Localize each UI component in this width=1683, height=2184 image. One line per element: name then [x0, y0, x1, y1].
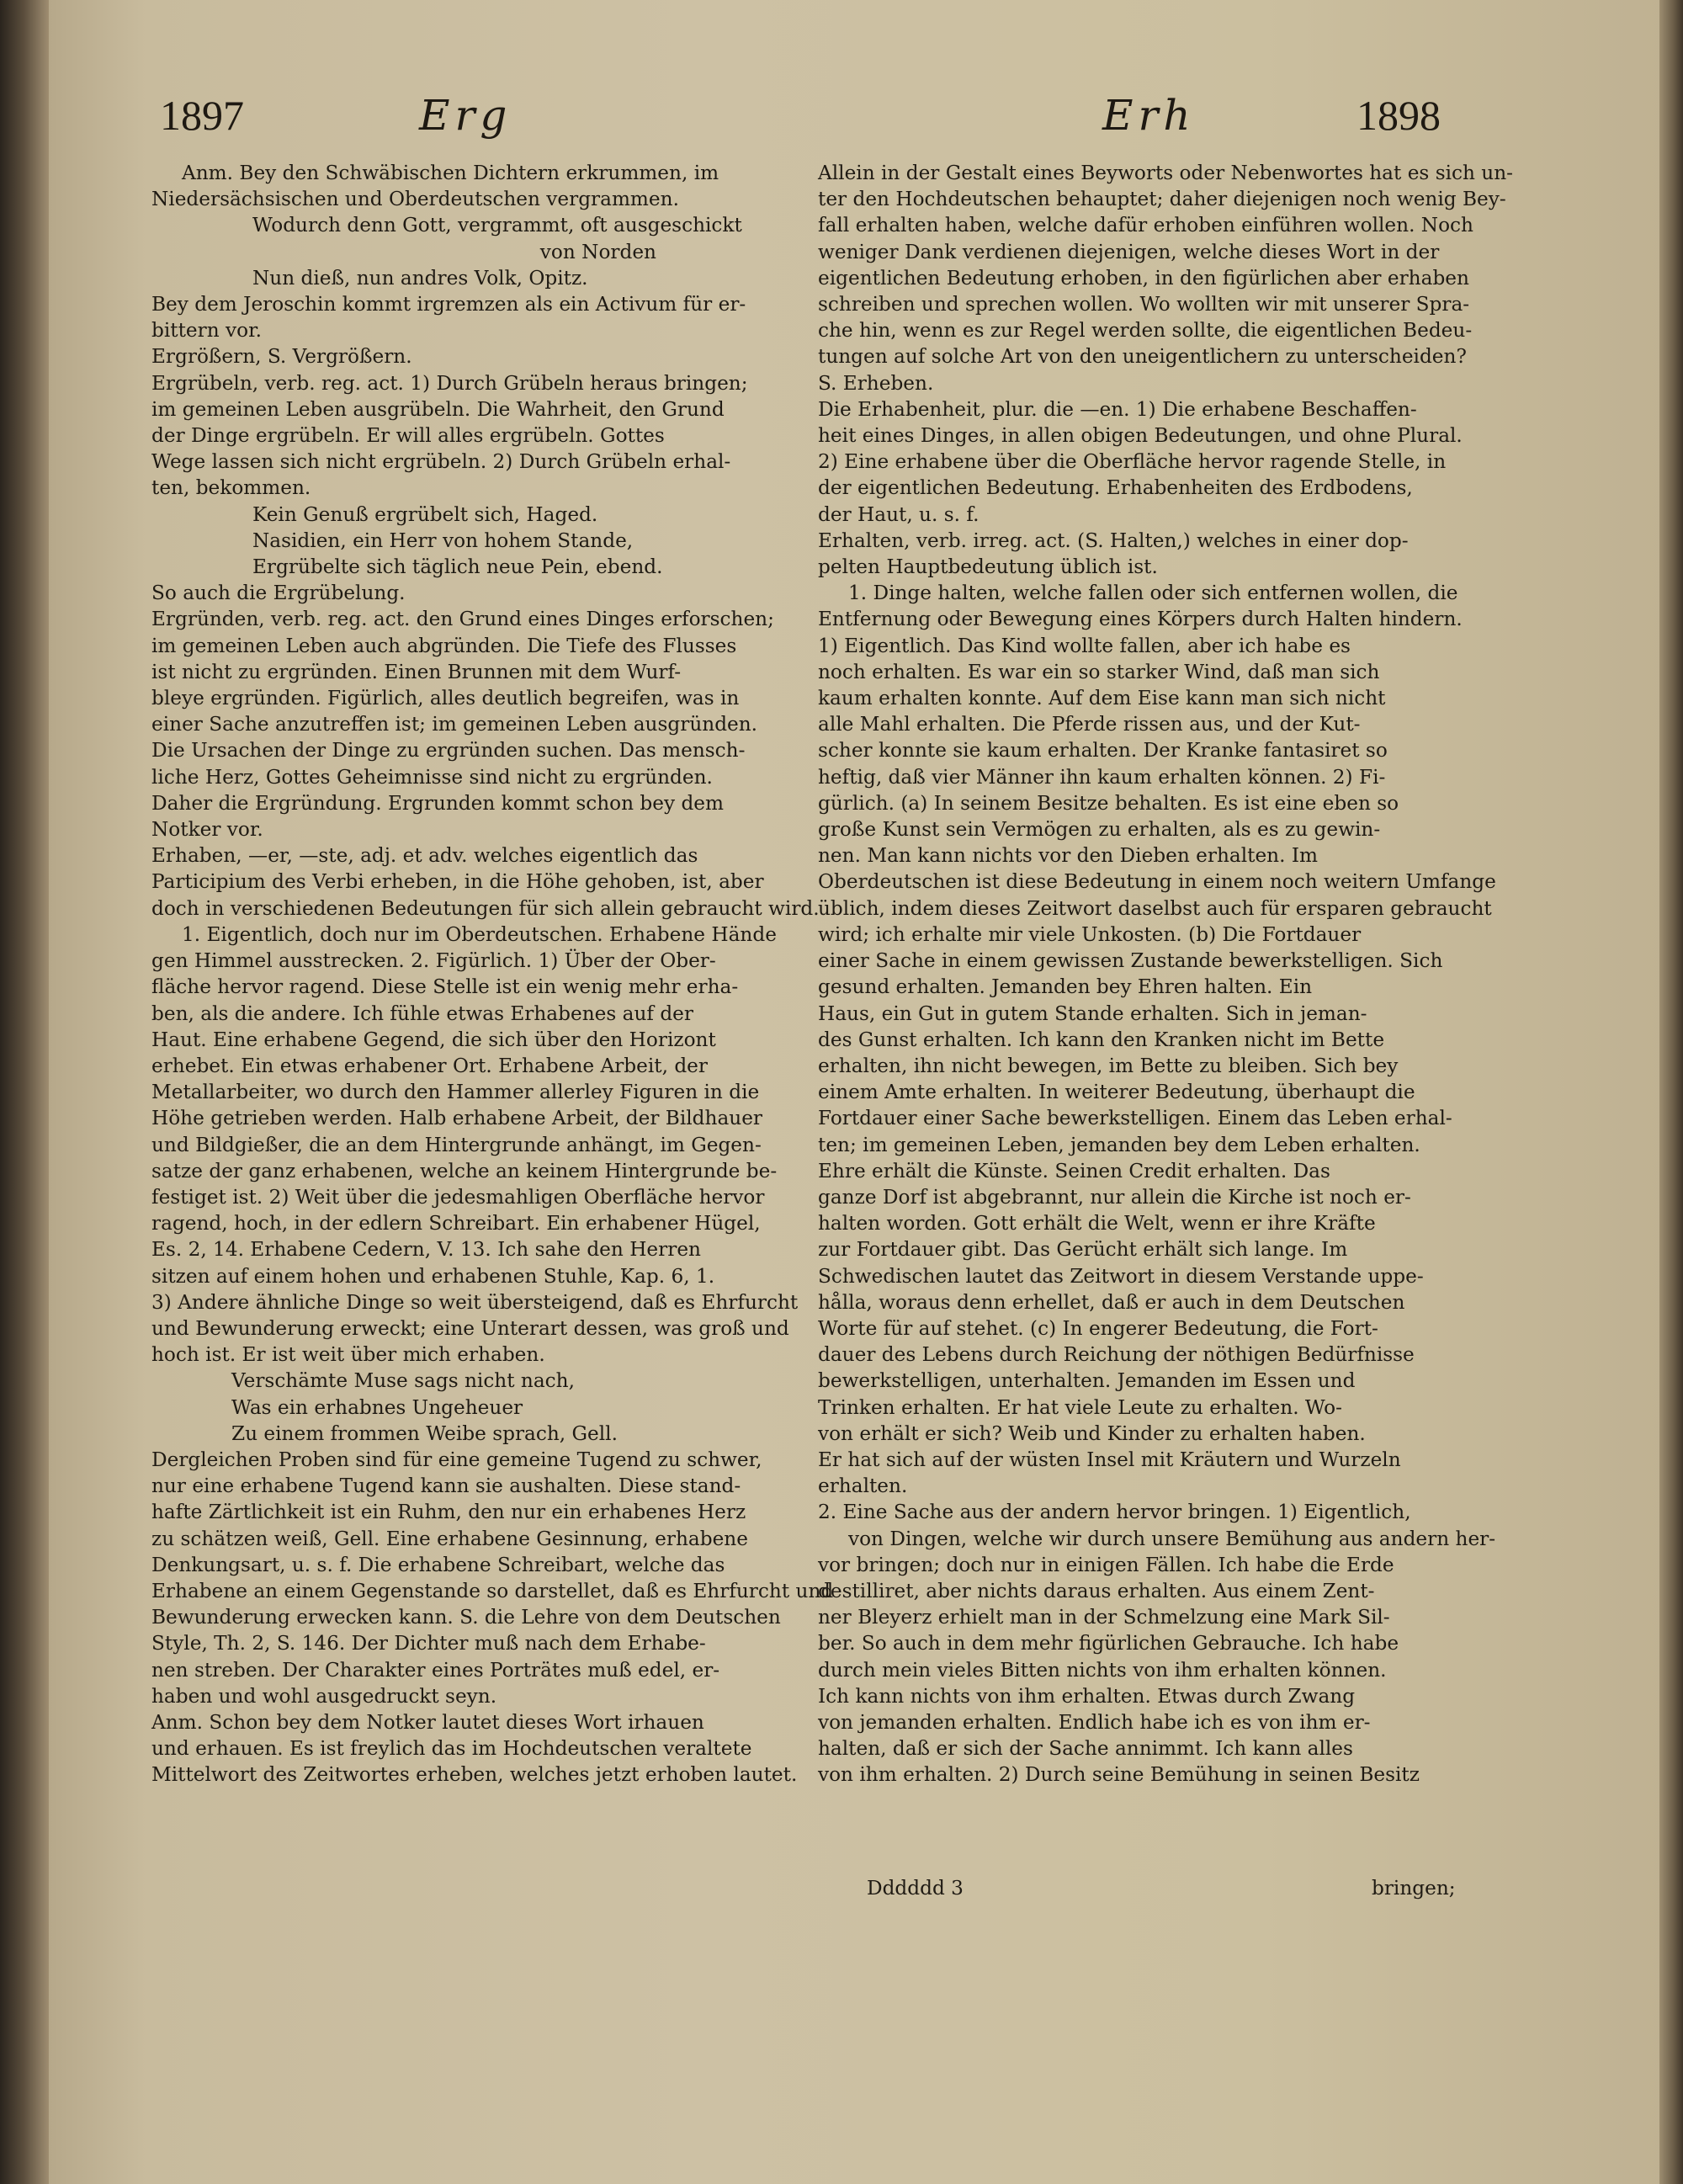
text-line: zu schätzen weiß, Gell. Eine erhabene Gesinnung, erhabene	[151, 1527, 748, 1550]
text-line: Anm. Schon bey dem Notker lautet dieses Wort irhauen	[151, 1710, 704, 1734]
text-line: Kein Genuß ergrübelt sich, Haged.	[252, 502, 598, 526]
text-line: bittern vor.	[151, 319, 262, 343]
text-line: gürlich. (a) In seinem Besitze behalten. Es ist eine eben so	[818, 791, 1399, 815]
text-line: bewerkstelligen, unterhalten. Jemanden im Essen und	[818, 1369, 1356, 1393]
text-line: che hin, wenn es zur Regel werden sollte, die eigentlichen Bedeu-	[818, 319, 1473, 343]
text-line: einer Sache in einem gewissen Zustande bewerkstelligen. Sich	[818, 949, 1443, 973]
text-line: im gemeinen Leben auch abgründen. Die Tiefe des Flusses	[151, 634, 737, 657]
text-line: Erhalten, verb. irreg. act. (S. Halten,) welches in einer dop-	[818, 529, 1409, 552]
text-line: Haus, ein Gut in gutem Stande erhalten. Sich in jeman-	[818, 1002, 1367, 1025]
text-line: nen streben. Der Charakter eines Porträtes muß edel, er-	[151, 1658, 720, 1682]
text-line: Ich kann nichts von ihm erhalten. Etwas durch Zwang	[818, 1684, 1356, 1708]
text-line: Ergrübelte sich täglich neue Pein, ebend.	[252, 555, 663, 579]
text-line: Style, Th. 2, S. 146. Der Dichter muß nach dem Erhabe-	[151, 1632, 706, 1655]
text-line: Anm. Bey den Schwäbischen Dichtern erkrummen, im	[182, 162, 719, 184]
text-line: satze der ganz erhabenen, welche an keinem Hintergrunde be-	[151, 1159, 778, 1182]
text-line: Nun dieß, nun andres Volk, Opitz.	[252, 266, 588, 290]
text-line: Ergrößern, S. Vergrößern.	[151, 345, 412, 369]
text-line: von erhält er sich? Weib und Kinder zu erhalten haben.	[818, 1421, 1366, 1445]
text-line: Niedersächsischen und Oberdeutschen vergrammen.	[151, 188, 679, 211]
text-line: üblich, indem dieses Zeitwort daselbst auch für ersparen gebraucht	[818, 896, 1492, 920]
page-edge	[1659, 0, 1683, 2184]
text-line: Mittelwort des Zeitwortes erheben, welches jetzt erhoben lautet.	[151, 1763, 798, 1787]
text-line: nur eine erhabene Tugend kann sie aushalten. Diese stand-	[151, 1475, 741, 1498]
text-line: ber. So auch in dem mehr figürlichen Gebrauche. Ich habe	[818, 1632, 1399, 1655]
text-line: heftig, daß vier Männer ihn kaum erhalten können. 2) Fi-	[818, 765, 1386, 789]
text-line: dauer des Lebens durch Reichung der nöthigen Bedürfnisse	[818, 1343, 1415, 1367]
text-line: Es. 2, 14. Erhabene Cedern, V. 13. Ich sahe den Herren	[151, 1238, 701, 1262]
text-line: Fortdauer einer Sache bewerkstelligen. Einem das Leben erhal-	[818, 1107, 1452, 1130]
text-line: und Bewunderung erweckt; eine Unterart dessen, was groß und	[151, 1316, 789, 1340]
text-line: zur Fortdauer gibt. Das Gerücht erhält sich lange. Im	[818, 1238, 1348, 1262]
text-line: vor bringen; doch nur in einigen Fällen. Ich habe die Erde	[818, 1553, 1394, 1576]
text-line: eigentlichen Bedeutung erhoben, in den figürlichen aber erhaben	[818, 266, 1469, 290]
text-line: sitzen auf einem hohen und erhabenen Stuhle, Kap. 6, 1.	[151, 1264, 715, 1288]
text-line: alle Mahl erhalten. Die Pferde rissen aus, und der Kut-	[818, 713, 1361, 736]
text-line: heit eines Dinges, in allen obigen Bedeutungen, und ohne Plural.	[818, 424, 1463, 448]
text-line: Höhe getrieben werden. Halb erhabene Arbeit, der Bildhauer	[151, 1107, 763, 1130]
text-line: wird; ich erhalte mir viele Unkosten. (b) Die Fortdauer	[818, 922, 1362, 946]
signature-mark: Dddddd 3	[867, 1877, 964, 1900]
text-line: Allein in der Gestalt eines Beyworts oder Nebenwortes hat es sich un-	[818, 162, 1513, 184]
text-line: Bewunderung erwecken kann. S. die Lehre von dem Deutschen	[151, 1606, 781, 1629]
text-line: und Bildgießer, die an dem Hintergrunde anhängt, im Gegen-	[151, 1133, 762, 1156]
text-line: Oberdeutschen ist diese Bedeutung in einem noch weitern Umfange	[818, 870, 1496, 894]
text-line: 2) Eine erhabene über die Oberfläche hervor ragende Stelle, in	[818, 450, 1447, 474]
text-line: Was ein erhabnes Ungeheuer	[231, 1395, 523, 1419]
text-line: ten, bekommen.	[151, 476, 311, 500]
text-line: noch erhalten. Es war ein so starker Wind, daß man sich	[818, 660, 1380, 683]
text-line: Ergründen, verb. reg. act. den Grund eines Dinges erforschen;	[151, 608, 774, 631]
text-line: schreiben und sprechen wollen. Wo wollten wir mit unserer Spra-	[818, 293, 1470, 316]
text-line: von Norden	[539, 240, 656, 263]
text-line: ten; im gemeinen Leben, jemanden bey dem Leben erhalten.	[818, 1133, 1420, 1156]
book-binding	[0, 0, 52, 2184]
text-line: Die Erhabenheit, plur. die —en. 1) Die erhabene Beschaffen-	[818, 397, 1417, 421]
text-line: Verschämte Muse sags nicht nach,	[231, 1369, 575, 1393]
text-line: fall erhalten haben, welche dafür erhoben einführen wollen. Noch	[818, 214, 1473, 237]
text-line: ter den Hochdeutschen behauptet; daher diejenigen noch wenig Bey-	[818, 188, 1506, 211]
text-line: 1) Eigentlich. Das Kind wollte fallen, aber ich habe es	[818, 634, 1351, 657]
text-line: tungen auf solche Art von den uneigentlichern zu unterscheiden?	[818, 345, 1467, 369]
text-line: Participium des Verbi erheben, in die Höhe gehoben, ist, aber	[151, 870, 764, 894]
text-line: halten, daß er sich der Sache annimmt. Ich kann alles	[818, 1737, 1353, 1761]
text-line: fläche hervor ragend. Diese Stelle ist ein wenig mehr erha-	[151, 975, 739, 999]
text-line: der eigentlichen Bedeutung. Erhabenheiten des Erdbodens,	[818, 476, 1413, 500]
text-line: der Haut, u. s. f.	[818, 502, 980, 526]
text-line: einer Sache anzutreffen ist; im gemeinen Leben ausgründen.	[151, 713, 758, 736]
text-line: Worte für auf stehet. (c) In engerer Bedeutung, die Fort-	[818, 1316, 1378, 1340]
text-line: durch mein vieles Bitten nichts von ihm erhalten können.	[818, 1658, 1387, 1682]
text-line: ner Bleyerz erhielt man in der Schmelzung eine Mark Sil-	[818, 1606, 1390, 1629]
text-line: Haut. Eine erhabene Gegend, die sich über den Horizont	[151, 1028, 716, 1051]
text-line: 3) Andere ähnliche Dinge so weit übersteigend, daß es Ehrfurcht	[151, 1290, 799, 1314]
text-line: Wege lassen sich nicht ergrübeln. 2) Durch Grübeln erhal-	[151, 450, 731, 474]
text-line: Zu einem frommen Weibe sprach, Gell.	[231, 1421, 618, 1445]
text-line: Er hat sich auf der wüsten Insel mit Kräutern und Wurzeln	[818, 1448, 1401, 1471]
text-line: ben, als die andere. Ich fühle etwas Erhabenes auf der	[151, 1002, 693, 1025]
text-line: Ergrübeln, verb. reg. act. 1) Durch Grübeln heraus bringen;	[151, 371, 748, 395]
text-line: S. Erheben.	[818, 371, 934, 395]
text-line: gesund erhalten. Jemanden bey Ehren halten. Ein	[818, 975, 1313, 999]
text-line: von ihm erhalten. 2) Durch seine Bemühung in seinen Besitz	[818, 1763, 1420, 1787]
text-line: große Kunst sein Vermögen zu erhalten, als es zu gewin-	[818, 818, 1381, 842]
text-line: der Dinge ergrübeln. Er will alles ergrübeln. Gottes	[151, 424, 665, 448]
text-line: Daher die Ergründung. Ergrunden kommt schon bey dem	[151, 791, 725, 815]
text-line: erhalten, ihn nicht bewegen, im Bette zu bleiben. Sich bey	[818, 1054, 1399, 1077]
text-line: Nasidien, ein Herr von hohem Stande,	[252, 529, 634, 552]
text-line: hafte Zärtlichkeit ist ein Ruhm, den nur ein erhabenes Herz	[151, 1501, 746, 1524]
text-line: liche Herz, Gottes Geheimnisse sind nicht zu ergründen.	[151, 765, 713, 789]
page-number-right: 1898	[1356, 92, 1441, 139]
text-line: Erhaben, —er, —ste, adj. et adv. welches eigentlich das	[151, 844, 698, 868]
right-column	[818, 160, 1513, 1788]
text-line: 1. Dinge halten, welche fallen oder sich entfernen wollen, die	[848, 582, 1458, 605]
guide-word-right: Erh	[1102, 91, 1196, 140]
text-line: Ehre erhält die Künste. Seinen Credit erhalten. Das	[818, 1159, 1330, 1182]
text-line: Die Ursachen der Dinge zu ergründen suchen. Das mensch-	[151, 739, 746, 763]
text-line: Bey dem Jeroschin kommt irgremzen als ein Activum für er-	[151, 293, 746, 316]
text-line: Entfernung oder Bewegung eines Körpers durch Halten hindern.	[818, 608, 1463, 631]
text-line: hålla, woraus denn erhellet, daß er auch in dem Deutschen	[818, 1290, 1405, 1314]
text-line: festiget ist. 2) Weit über die jedesmahligen Oberfläche hervor	[151, 1185, 765, 1209]
text-line: Erhabene an einem Gegenstande so darstellet, daß es Ehrfurcht und	[151, 1579, 834, 1602]
page-number-left: 1897	[160, 92, 244, 139]
text-line: von Dingen, welche wir durch unsere Bemühung aus andern her-	[848, 1527, 1496, 1550]
text-line: pelten Hauptbedeutung üblich ist.	[818, 555, 1158, 579]
text-line: Dergleichen Proben sind für eine gemeine Tugend zu schwer,	[151, 1448, 762, 1471]
text-line: des Gunst erhalten. Ich kann den Kranken nicht im Bette	[818, 1028, 1385, 1051]
text-line: erhalten.	[818, 1475, 908, 1498]
text-line: nen. Man kann nichts vor den Dieben erhalten. Im	[818, 844, 1318, 868]
text-line: und erhauen. Es ist freylich das im Hochdeutschen veraltete	[151, 1737, 752, 1761]
text-line: ist nicht zu ergründen. Einen Brunnen mit dem Wurf-	[151, 660, 682, 683]
text-line: Schwedischen lautet das Zeitwort in diesem Verstande uppe-	[818, 1264, 1424, 1288]
text-line: 2. Eine Sache aus der andern hervor bringen. 1) Eigentlich,	[818, 1501, 1411, 1524]
text-line: Metallarbeiter, wo durch den Hammer allerley Figuren in die	[151, 1081, 760, 1104]
text-line: im gemeinen Leben ausgrübeln. Die Wahrheit, den Grund	[151, 397, 725, 421]
text-line: Wodurch denn Gott, vergrammt, oft ausgeschickt	[252, 214, 742, 237]
text-line: ganze Dorf ist abgebrannt, nur allein die Kirche ist noch er-	[818, 1185, 1411, 1209]
text-line: doch in verschiedenen Bedeutungen für sich allein gebraucht wird.	[151, 896, 820, 920]
text-line: 1. Eigentlich, doch nur im Oberdeutschen. Erhabene Hände	[182, 922, 777, 946]
text-line: halten worden. Gott erhält die Welt, wenn er ihre Kräfte	[818, 1212, 1376, 1235]
text-line: gen Himmel ausstrecken. 2. Figürlich. 1) Über der Ober-	[151, 949, 716, 973]
text-line: scher konnte sie kaum erhalten. Der Kranke fantasiret so	[818, 739, 1388, 763]
text-line: von jemanden erhalten. Endlich habe ich es von ihm er-	[818, 1710, 1371, 1734]
text-line: Denkungsart, u. s. f. Die erhabene Schreibart, welche das	[151, 1553, 725, 1576]
text-line: bleye ergründen. Figürlich, alles deutlich begreifen, was in	[151, 687, 740, 710]
left-column	[151, 160, 834, 1788]
text-line: destilliret, aber nichts daraus erhalten. Aus einem Zent-	[818, 1579, 1375, 1602]
guide-word-left: Erg	[419, 91, 512, 140]
text-line: erhebet. Ein etwas erhabener Ort. Erhabene Arbeit, der	[151, 1054, 708, 1077]
text-line: So auch die Ergrübelung.	[151, 582, 406, 605]
text-line: hoch ist. Er ist weit über mich erhaben.	[151, 1343, 545, 1367]
text-line: ragend, hoch, in der edlern Schreibart. Ein erhabener Hügel,	[151, 1212, 761, 1235]
text-line: Trinken erhalten. Er hat viele Leute zu erhalten. Wo-	[818, 1395, 1342, 1419]
text-line: weniger Dank verdienen diejenigen, welche dieses Wort in der	[818, 240, 1440, 263]
text-line: haben und wohl ausgedruckt seyn.	[151, 1684, 497, 1708]
text-line: einem Amte erhalten. In weiterer Bedeutung, überhaupt die	[818, 1081, 1415, 1104]
text-line: kaum erhalten konnte. Auf dem Eise kann man sich nicht	[818, 687, 1386, 710]
text-line: Notker vor.	[151, 818, 263, 842]
catchword: bringen;	[1372, 1877, 1456, 1900]
